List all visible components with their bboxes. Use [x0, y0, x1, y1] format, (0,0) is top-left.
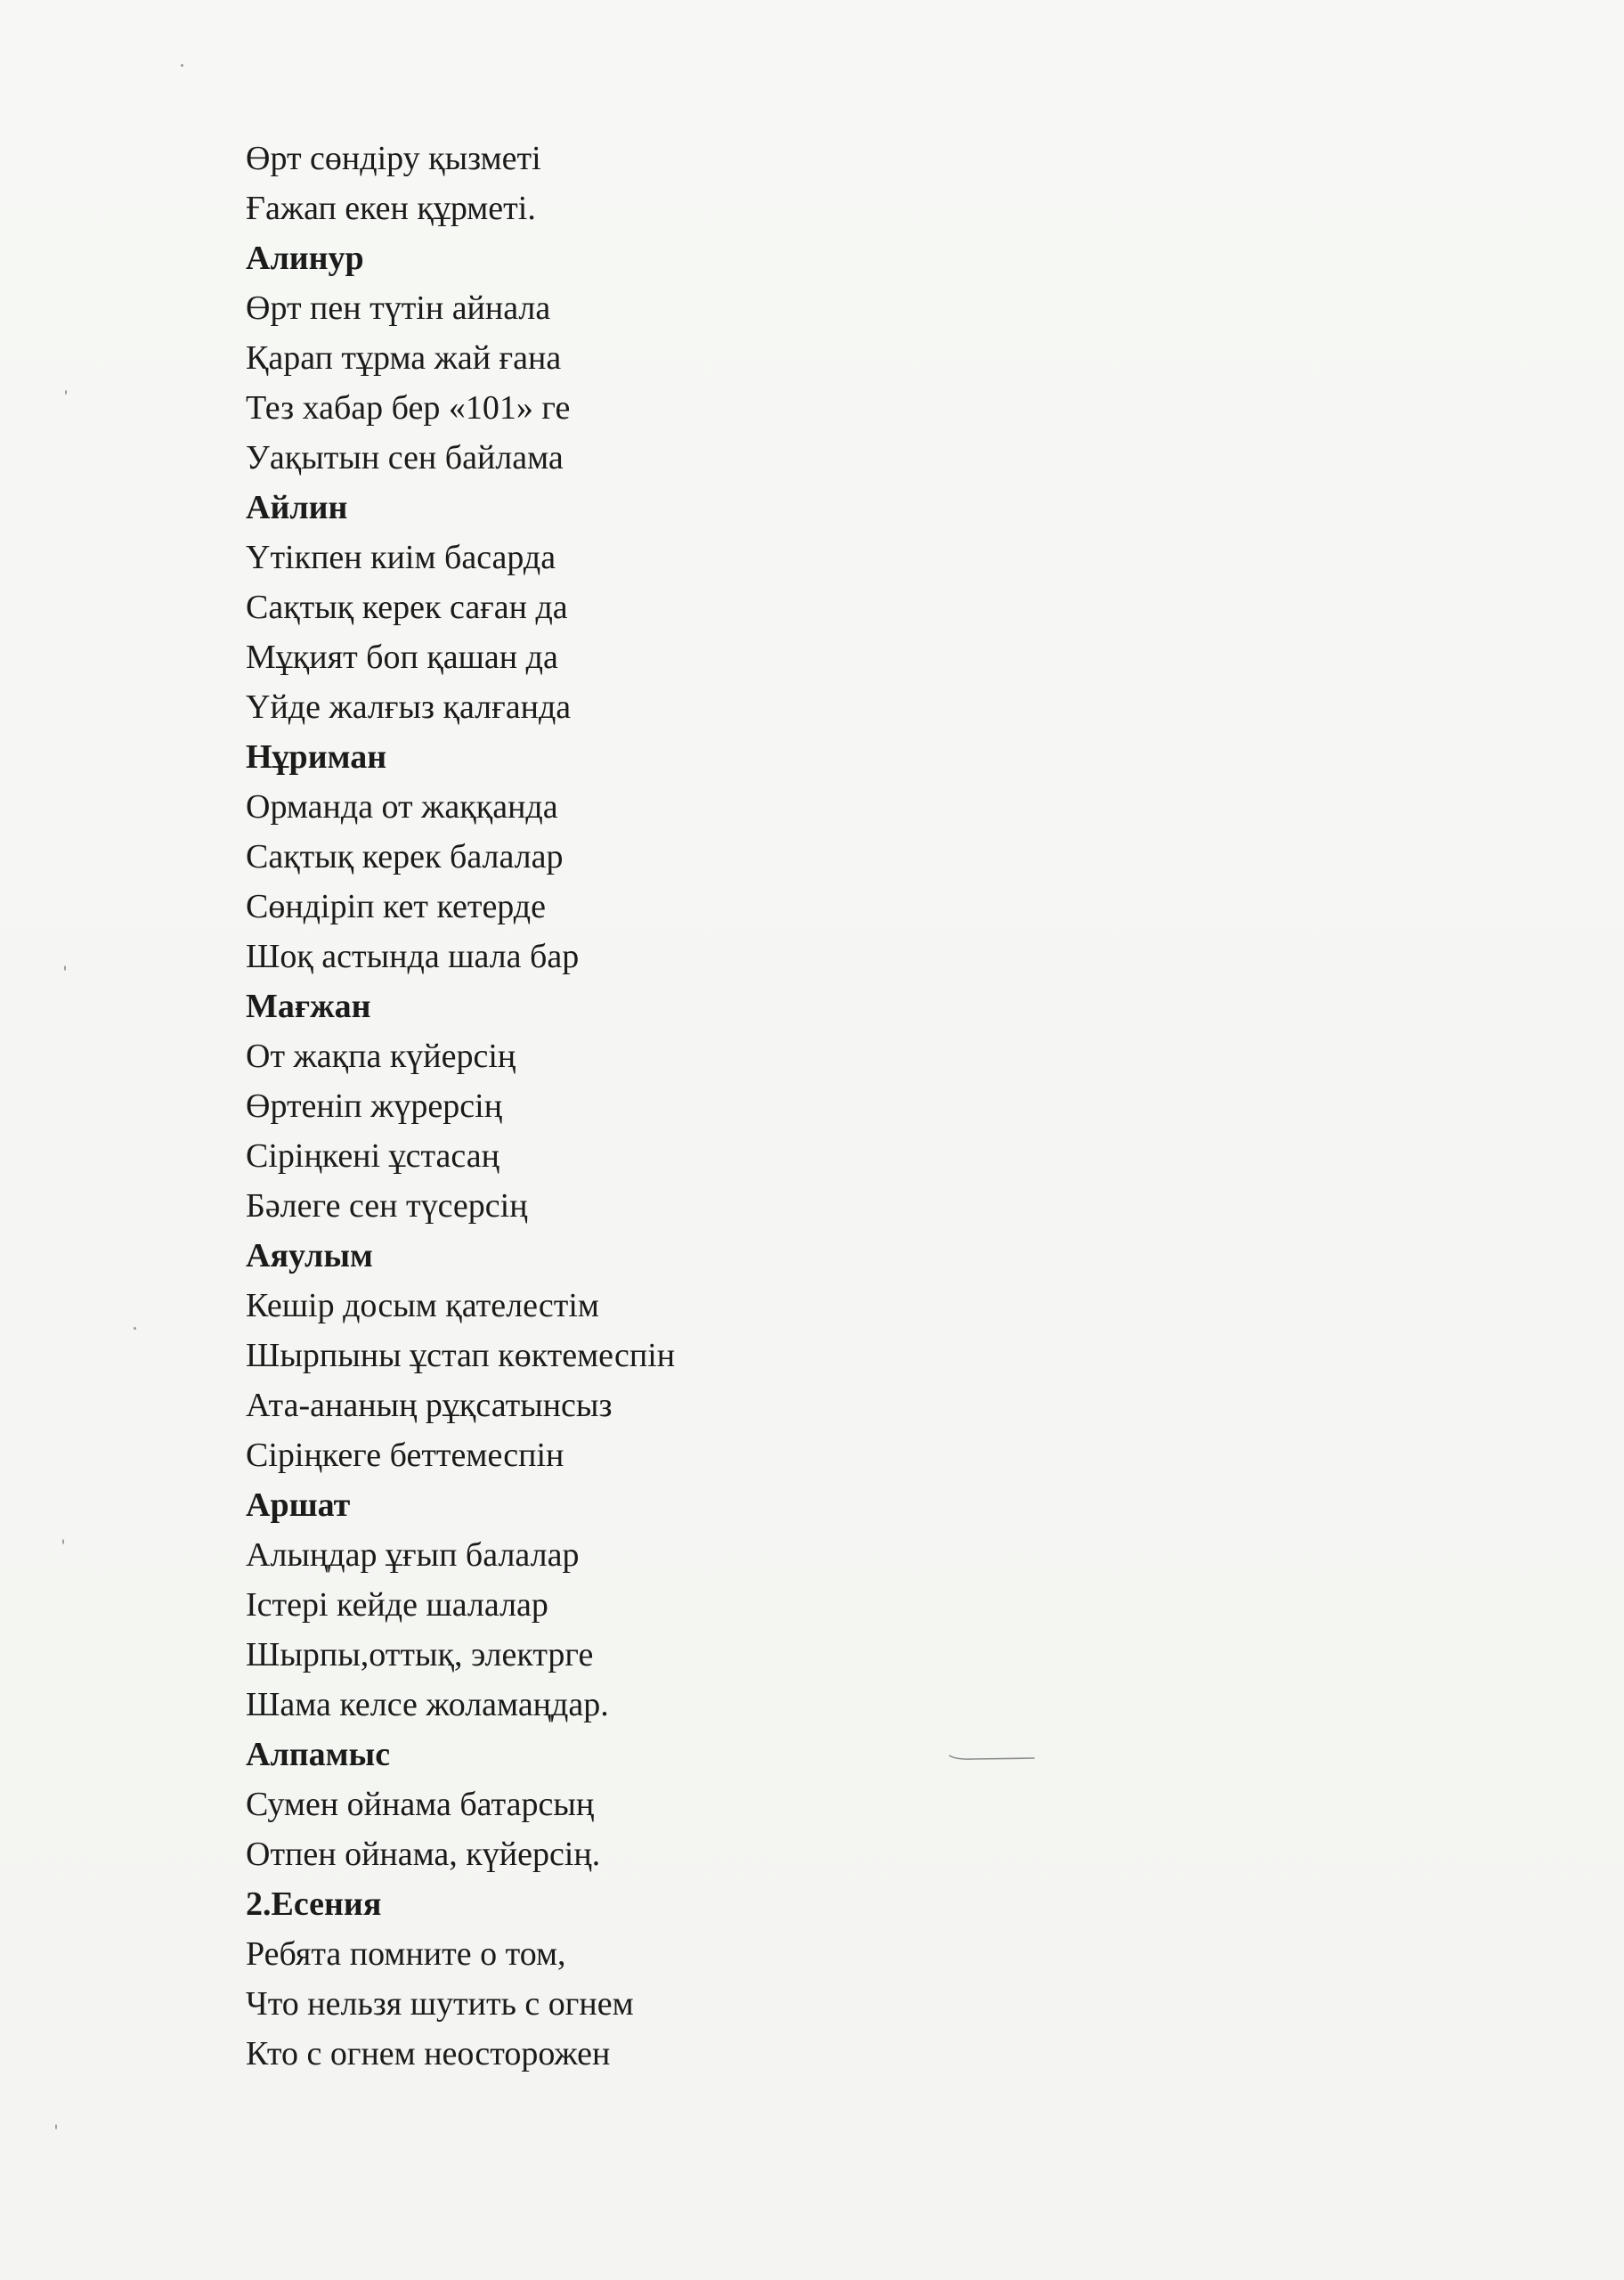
- stanza-alinur: [246, 233, 1314, 483]
- poem-line: Уақытын сен байлама: [246, 439, 564, 476]
- poem-line: Сөндіріп кет кетерде: [246, 888, 547, 925]
- poem-line: Сіріңкеге беттемеспін: [246, 1437, 564, 1474]
- poem-line: Тез хабар бер «101» ге: [246, 389, 571, 427]
- poem-intro: [246, 134, 1314, 233]
- poem-line: Шама келсе жоламаңдар.: [246, 1686, 609, 1723]
- poem-line: Үтікпен киім басарда: [246, 539, 556, 576]
- scan-speck: [55, 2124, 57, 2129]
- scan-speck: [62, 1539, 64, 1544]
- poem-line: Өрт сөндіру қызметі: [246, 140, 541, 177]
- speaker-name: Аршат: [246, 1486, 351, 1524]
- speaker-name: 2.Есения: [246, 1885, 382, 1923]
- speaker-name: Мағжан: [246, 988, 371, 1025]
- scan-speck: [65, 390, 67, 395]
- scan-speck: [181, 64, 183, 67]
- scan-speck: [64, 965, 66, 971]
- poem-line: Мұқият боп қашан да: [246, 639, 558, 676]
- poem-line: Шырпы,оттық, электрге: [246, 1636, 594, 1673]
- stanza-ailin: [246, 483, 1314, 732]
- poem-line: Бәлеге сен түсерсің: [246, 1187, 528, 1225]
- poem-line: Қарап тұрма жай ғана: [246, 339, 562, 377]
- poem-line: Сақтық керек балалар: [246, 838, 564, 875]
- speaker-name: Нұриман: [246, 738, 387, 776]
- poem-line: Что нельзя шутить с огнем: [246, 1985, 634, 2023]
- poem-line: Кешір досым қателестім: [246, 1287, 599, 1324]
- poem-line: Шоқ астында шала бар: [246, 938, 580, 975]
- stanza-nuriman: [246, 732, 1314, 981]
- speaker-name: Айлин: [246, 489, 348, 526]
- poem-line: Шырпыны ұстап көктемеспін: [246, 1337, 676, 1374]
- stanza-alpamys: [246, 1730, 1314, 1879]
- poem-line: Үйде жалғыз қалғанда: [246, 688, 572, 726]
- stanza-ayaulym: [246, 1231, 1314, 1480]
- poem-line: Сумен ойнама батарсың: [246, 1786, 595, 1823]
- poem-line: Сақтық керек саған да: [246, 589, 568, 626]
- poem-line: Ребята помните о том,: [246, 1935, 566, 1973]
- poem-line: Өртеніп жүрерсің: [246, 1087, 503, 1125]
- poem-line: От жақпа күйерсің: [246, 1038, 516, 1075]
- poem-line: Алыңдар ұғып балалар: [246, 1536, 580, 1574]
- speaker-name: Алпамыс: [246, 1736, 391, 1773]
- poem-line: Сіріңкені ұстасаң: [246, 1137, 499, 1175]
- poem-line: Істері кейде шалалар: [246, 1586, 548, 1624]
- poem-line: Орманда от жаққанда: [246, 788, 558, 826]
- poem-line: Өрт пен түтін айнала: [246, 289, 551, 327]
- poem-line: Ата-ананың рұқсатынсыз: [246, 1387, 613, 1424]
- speaker-name: Алинур: [246, 240, 364, 277]
- poem-line: Кто с огнем неосторожен: [246, 2035, 611, 2072]
- stanza-arshat: [246, 1480, 1314, 1730]
- scan-speck: [134, 1327, 136, 1330]
- speaker-name: Аяулым: [246, 1237, 373, 1274]
- poem-line: Отпен ойнама, күйерсің.: [246, 1836, 601, 1873]
- stanza-yesenia: [246, 1879, 1314, 2079]
- stanza-magzhan: [246, 981, 1314, 1231]
- poem-text: [246, 134, 1314, 2079]
- poem-line: Ғажап екен құрметі.: [246, 190, 536, 227]
